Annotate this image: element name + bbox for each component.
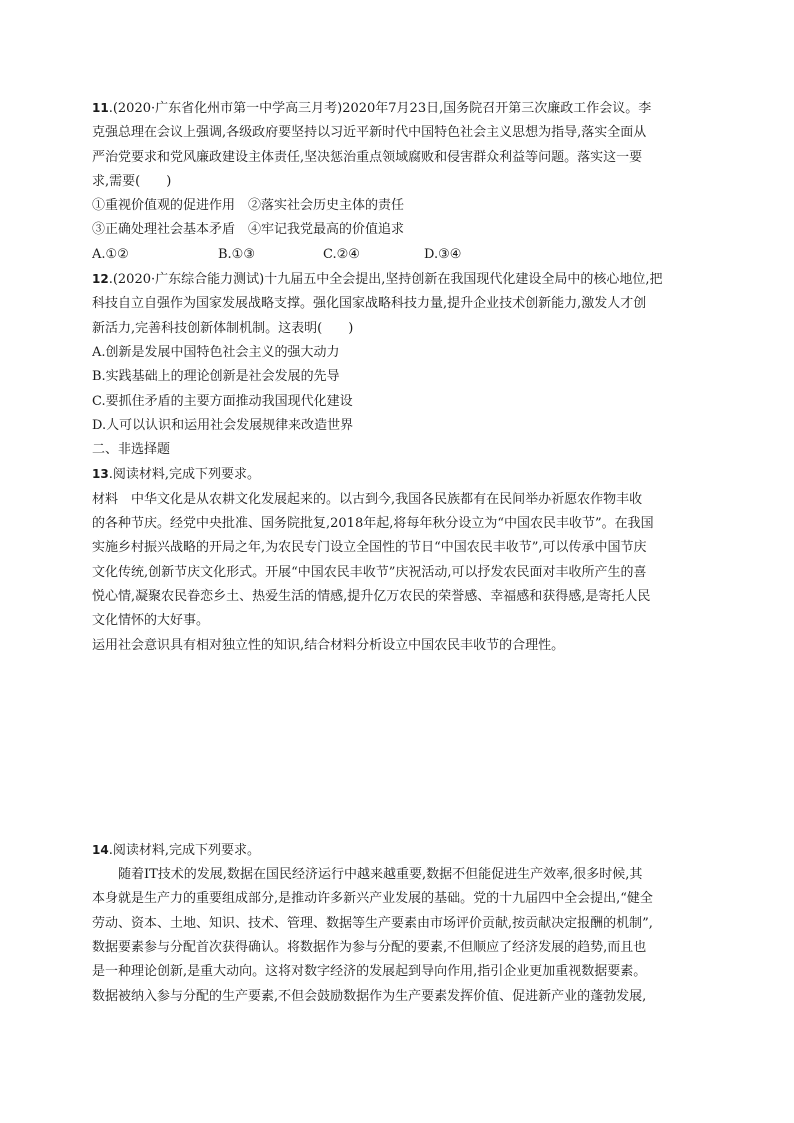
q14-material-3: 劳动、资本、土地、知识、技术、管理、数据等生产要素由市场评价贡献,按贡献决定报酬的机制”, [92, 915, 653, 931]
question-12 [92, 267, 704, 438]
q12-option-a[interactable]: A.创新是发展中国特色社会主义的强大动力 [92, 344, 340, 360]
q11-line-1 [92, 96, 704, 121]
q13-material-5: 悦心情,凝聚农民眷恋乡土、热爱生活的情感,提升亿万农民的荣誉感、幸福感和获得感,是寄托人民 [92, 588, 651, 604]
q12-option-b[interactable]: B.实践基础上的理论创新是社会发展的先导 [92, 369, 340, 385]
q11-option-b[interactable]: B.①③ [218, 246, 255, 262]
q14-material-6: 数据被纳入参与分配的生产要素,不但会鼓励数据作为生产要素发挥价值、促进新产业的蓬勃发展, [92, 988, 647, 1004]
q11-option-d[interactable]: D.③④ [424, 246, 462, 262]
question-13 [92, 462, 704, 657]
q11-number: 11 [92, 101, 109, 115]
q12-option-c[interactable]: C.要抓住矛盾的主要方面推动我国现代化建设 [92, 393, 353, 409]
q11-line-2: 克强总理在会议上强调,各级政府要坚持以习近平新时代中国特色社会主义思想为指导,落实全面从 [92, 125, 647, 141]
q13-material-4: 文化传统,创新节庆文化形式。开展“中国农民丰收节”庆祝活动,可以抒发农民面对丰收所产生的喜 [92, 564, 647, 580]
q11-statement-1: ①重视价值观的促进作用 ②落实社会历史主体的责任 [92, 198, 405, 214]
q14-title-text: .阅读材料,完成下列要求。 [108, 842, 260, 858]
q13-title [92, 462, 704, 487]
q12-line-2: 科技自立自强作为国家发展战略支撑。强化国家战略科技力量,提升企业技术创新能力,激发人才创 [92, 296, 647, 312]
q14-material-5: 是一种理论创新,是重大动向。这将对数字经济的发展起到导向作用,指引企业更加重视数据要素。 [92, 964, 647, 980]
exam-page [92, 96, 704, 1009]
q12-option-d[interactable]: D.人可以认识和运用社会发展规律来改造世界 [92, 417, 354, 433]
q12-text-1: .(2020·广东综合能力测试)十九届五中全会提出,坚持创新在我国现代化建设全局中的核心地位,把 [108, 272, 663, 288]
q13-title-text: .阅读材料,完成下列要求。 [108, 467, 260, 483]
question-14 [92, 838, 704, 1009]
q11-options [92, 243, 704, 267]
q11-line-3: 严治党要求和党风廉政建设主体责任,坚决惩治重点领域腐败和侵害群众利益等问题。落实这一要 [92, 149, 643, 165]
q11-line-4: 求,需要( ) [92, 173, 172, 189]
q11-statement-2: ③正确处理社会基本矛盾 ④牢记我党最高的价值追求 [92, 222, 405, 238]
q12-line-1 [92, 267, 704, 292]
q13-material-1: 材料 中华文化是从农耕文化发展起来的。以古到今,我国各民族都有在民间举办祈愿农作物丰收 [92, 491, 643, 507]
q14-material-1: 随着IT技术的发展,数据在国民经济运行中越来越重要,数据不但能促进生产效率,很多时候,其 [118, 867, 643, 883]
section-title: 二、非选择题 [92, 442, 171, 458]
q12-number: 12 [92, 272, 109, 287]
question-11 [92, 96, 704, 267]
q14-title [92, 838, 704, 863]
answer-space [92, 658, 704, 838]
q11-option-a[interactable]: A.①② [92, 246, 129, 262]
q14-material-2: 本身就是生产力的重要组成部分,是推动许多新兴产业发展的基础。党的十九届四中全会提出,“健全 [92, 891, 653, 907]
q13-material-3: 实施乡村振兴战略的开局之年,为农民专门设立全国性的节日“中国农民丰收节”,可以传承中国节庆 [92, 540, 647, 556]
q11-option-c[interactable]: C.②④ [323, 246, 360, 262]
q11-text-1: .(2020·广东省化州市第一中学高三月考)2020年7月23日,国务院召开第三次廉政工作会议。李 [108, 101, 652, 116]
q14-material-4: 数据要素参与分配首次获得确认。将数据作为参与分配的要素,不但顺应了经济发展的趋势,而且也 [92, 940, 647, 956]
q13-question: 运用社会意识具有相对独立性的知识,结合材料分析设立中国农民丰收节的合理性。 [92, 637, 565, 653]
q12-line-3: 新活力,完善科技创新体制机制。这表明( ) [92, 320, 354, 336]
q14-number: 14 [92, 842, 109, 857]
q13-material-2: 的各种节庆。经党中央批准、国务院批复,2018年起,将每年秋分设立为“中国农民丰收节”。在我国 [92, 516, 654, 532]
q13-number: 13 [92, 467, 109, 482]
q13-material-6: 文化情怀的大好事。 [92, 613, 210, 629]
